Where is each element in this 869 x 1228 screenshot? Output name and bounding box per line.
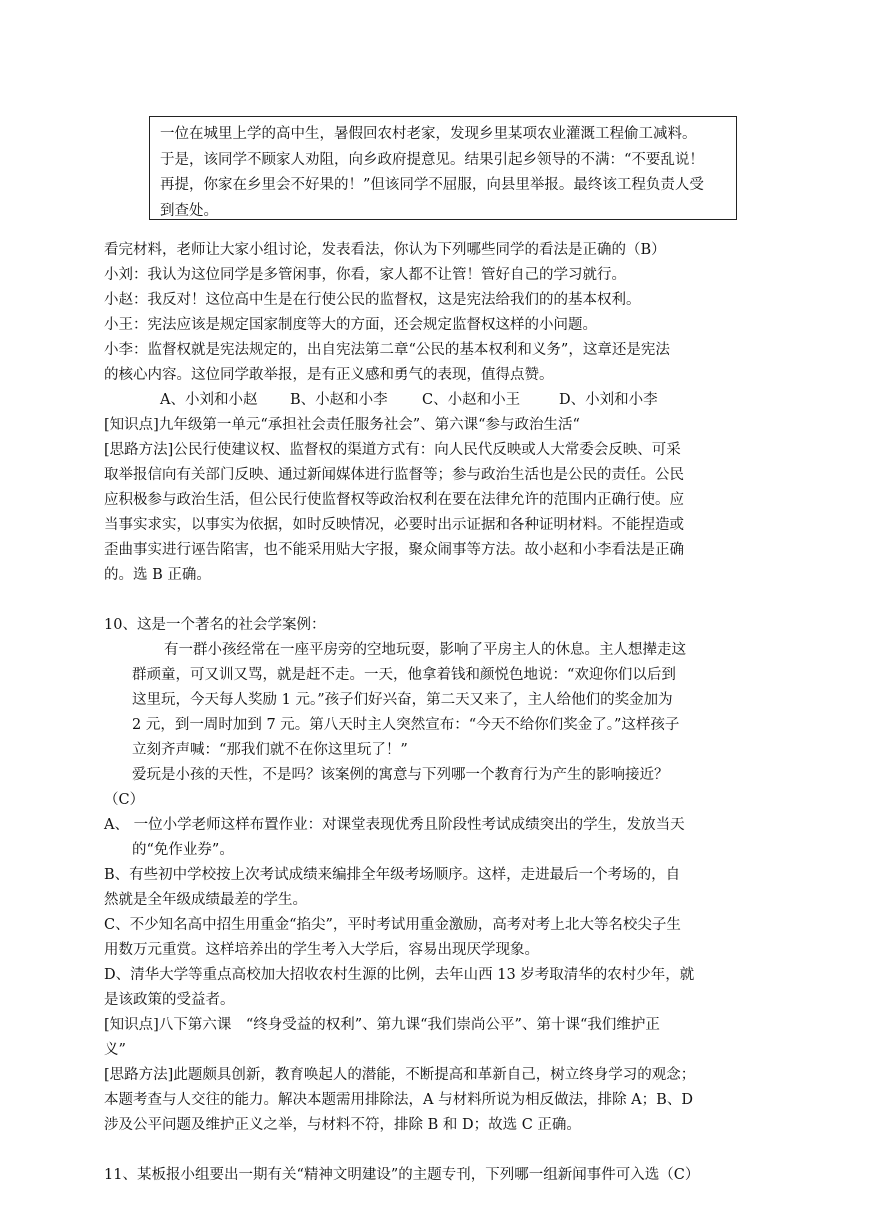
q9-option-d: D、小刘和小李 — [559, 392, 658, 408]
q10-answer: （C） — [104, 792, 145, 808]
q9-opinion: 小李：监督权就是宪法规定的，出自宪法第二章“公民的基本权利和义务”，这章还是宪法 — [104, 342, 670, 358]
q9-option-c: C、小赵和小王 — [422, 392, 521, 408]
q9-method-line: 应积极参与政治生活，但公民行使监督权等政治权利在要在法律允许的范围内正确行使。应 — [104, 492, 684, 508]
q10-option-b: B、有些初中学校按上次考试成绩来编排全年级考场顺序。这样，走进最后一个考场的，自 — [104, 867, 681, 883]
q10-option-a: A、 一位小学老师这样布置作业：对课堂表现优秀且阶段性考试成绩突出的学生，发放当天 — [104, 817, 685, 833]
q10-story-line: 立刻齐声喊：“那我们就不在你这里玩了！” — [132, 742, 408, 758]
material-line: 再提，你家在乡里会不好果的！”但该同学不屈服，向县里举报。最终该工程负责人受 — [160, 177, 704, 193]
q9-opinion: 小王：宪法应该是规定国家制度等大的方面，还会规定监督权这样的小问题。 — [104, 317, 597, 333]
material-line: 于是，该同学不顾家人劝阻，向乡政府提意见。结果引起乡领导的不满：“不要乱说！ — [160, 151, 704, 168]
q9-options — [104, 388, 776, 413]
q10-story-line: 有一群小孩经常在一座平房旁的空地玩耍，影响了平房主人的休息。主人想撵走这 — [164, 642, 686, 658]
q9-opinion: 的核心内容。这位同学敢举报，是有正义感和勇气的表现，值得点赞。 — [104, 367, 554, 383]
q9-method-line: [思路方法]公民行使建议权、监督权的渠道方式有：向人民代反映或人大常委会反映、可采 — [104, 442, 681, 458]
q10-knowledge-cont: 义” — [104, 1042, 126, 1058]
q10-method-line: 涉及公平问题及维护正义之举，与材料不符，排除 B 和 D；故选 C 正确。 — [104, 1117, 581, 1133]
q9-stem: 看完材料，老师让大家小组讨论，发表看法，你认为下列哪些同学的看法是正确的（B） — [104, 242, 666, 258]
material-box — [149, 116, 737, 220]
q9-knowledge: [知识点]九年级第一单元“承担社会责任服务社会”、第六课“参与政治生活“ — [104, 417, 580, 433]
q9-option-b: B、小赵和小李 — [290, 392, 388, 408]
q10-option-b-cont: 然就是全年级成绩最差的学生。 — [104, 892, 307, 908]
q9-method-line: 当事实求实，以事实为依据，如时反映情况，必要时出示证据和各种证明材料。不能捏造或 — [104, 517, 684, 533]
q10-option-d: D、清华大学等重点高校加大招收农村生源的比例，去年山西 13 岁考取清华的农村少年，就 — [104, 967, 695, 983]
spacer — [104, 1138, 776, 1163]
q10-option-c-cont: 用数万元重赏。这样培养出的学生考入大学后，容易出现厌学现象。 — [104, 942, 539, 958]
q10-story-line: 群顽童，可又训又骂，就是赶不走。一天，他拿着钱和颜悦色地说：“欢迎你们以后到 — [132, 667, 676, 683]
q9-method-line: 取举报信向有关部门反映、通过新闻媒体进行监督等；参与政治生活也是公民的责任。公民 — [104, 467, 684, 483]
q10-knowledge: [知识点]八下第六课 “终身受益的权利”、第九课“我们崇尚公平”、第十课“我们维护正 — [104, 1017, 660, 1033]
document-body — [104, 238, 776, 1188]
q9-method-line: 的。选 B 正确。 — [104, 567, 211, 583]
q10-story-line: 2 元，到一周时加到 7 元。第八天时主人突然宣布：“今天不给你们奖金了。”这样孩子 — [132, 717, 680, 733]
q10-question: 爱玩是小孩的天性，不是吗？该案例的寓意与下列哪一个教育行为产生的影响接近？ — [132, 767, 669, 783]
material-line: 到查处。 — [160, 202, 218, 219]
q10-method-line: [思路方法]此题颇具创新，教育唤起人的潜能，不断提高和革新自己，树立终身学习的观念； — [104, 1067, 696, 1083]
q10-intro: 10、这是一个著名的社会学案例： — [104, 617, 326, 633]
q9-opinion: 小赵：我反对！这位高中生是在行使公民的监督权，这是宪法给我们的的基本权利。 — [104, 292, 641, 308]
q11-stem: 11、某板报小组要出一期有关“精神文明建设”的主题专刊，下列哪一组新闻事件可入选（C） — [104, 1167, 700, 1183]
q10-story-line: 这里玩，今天每人奖励 1 元。”孩子们好兴奋，第二天又来了，主人给他们的奖金加为 — [132, 692, 673, 708]
q9-method-line: 歪曲事实进行诬告陷害，也不能采用贴大字报，聚众闹事等方法。故小赵和小李看法是正确 — [104, 542, 684, 558]
material-line: 一位在城里上学的高中生，暑假回农村老家，发现乡里某项农业灌溉工程偷工减料。 — [160, 126, 697, 142]
q10-method-line: 本题考查与人交往的能力。解决本题需用排除法，A 与材料所说为相反做法，排除 A；B、D — [104, 1092, 693, 1108]
spacer — [104, 588, 776, 613]
q10-option-a-cont: 的“免作业券”。 — [132, 842, 234, 858]
q10-option-c: C、不少知名高中招生用重金“掐尖”，平时考试用重金激励，高考对考上北大等名校尖子生 — [104, 917, 681, 933]
q9-opinion: 小刘：我认为这位同学是多管闲事，你看，家人都不让管！管好自己的学习就行。 — [104, 267, 626, 283]
q10-option-d-cont: 是该政策的受益者。 — [104, 992, 235, 1008]
q9-option-a: A、小刘和小赵 — [160, 392, 258, 408]
